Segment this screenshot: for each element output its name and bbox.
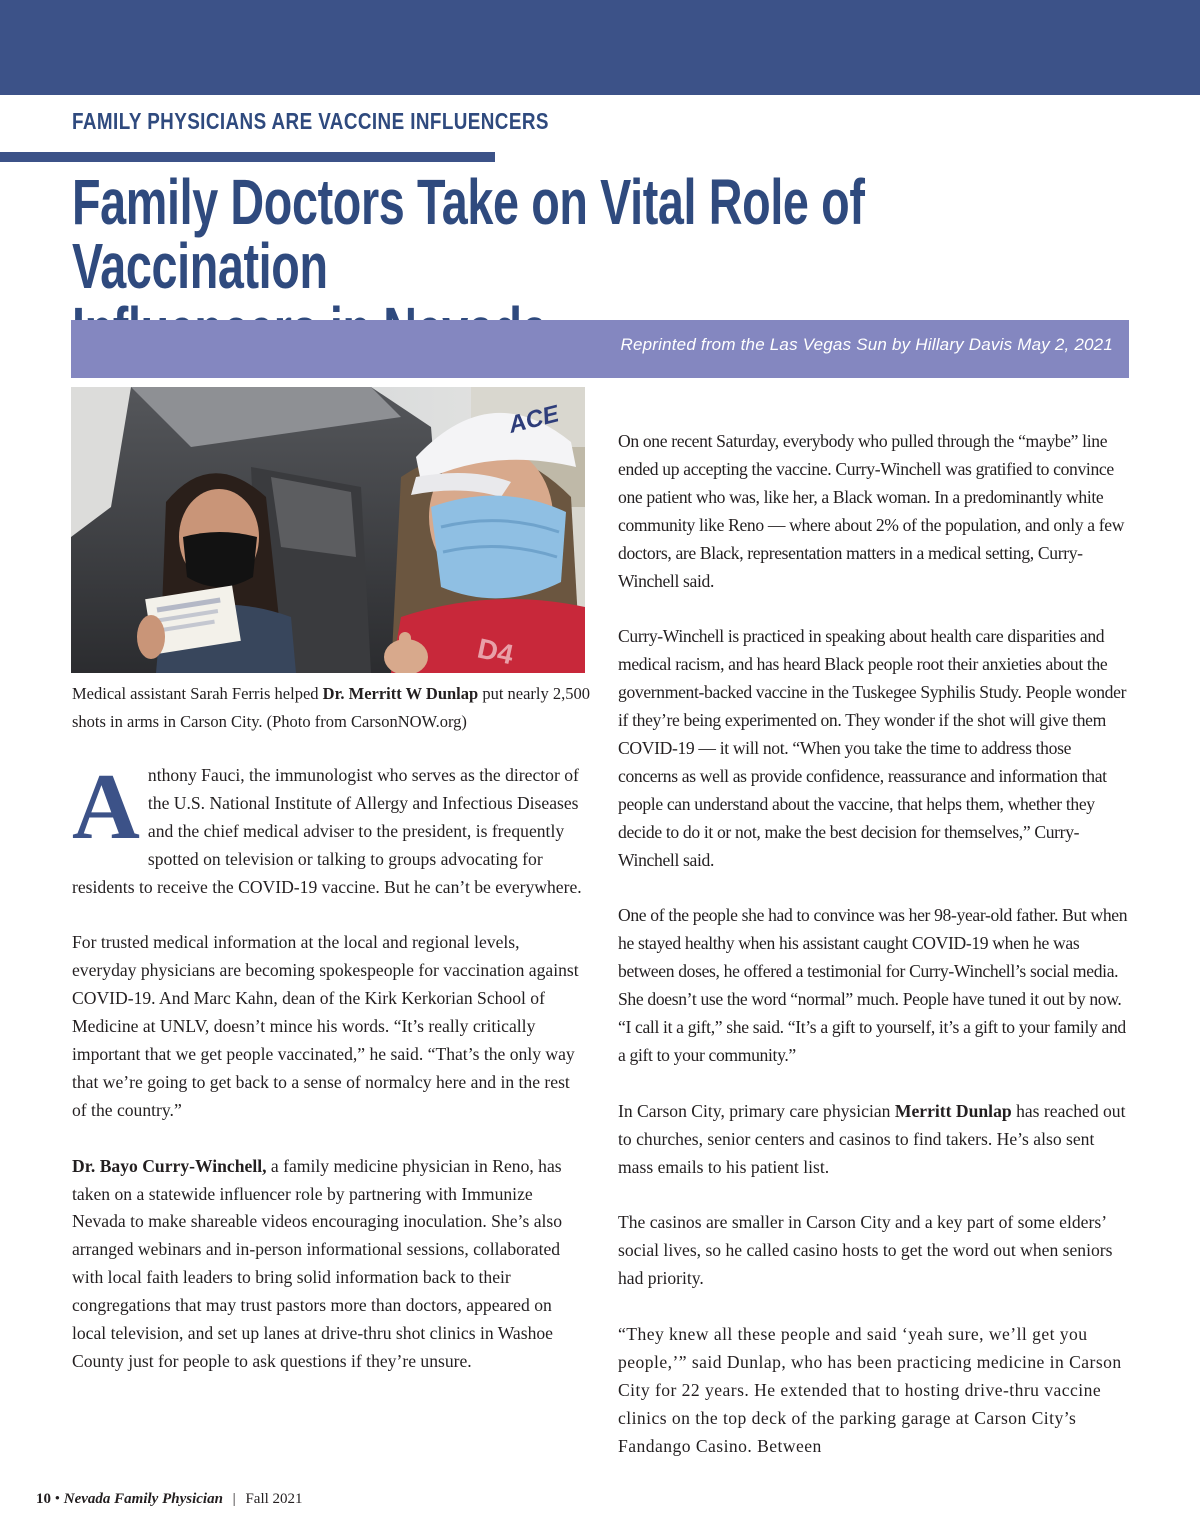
article-photo xyxy=(71,387,585,673)
headline-line-1: Family Doctors Take on Vital Role of Vaccination xyxy=(72,166,865,302)
curry-winchell-name-bold: Dr. Bayo Curry-Winchell, xyxy=(72,1155,267,1176)
svg-text:D4: D4 xyxy=(474,632,517,671)
cap-logo-text: ACE xyxy=(505,400,562,439)
publication-name: Nevada Family Physician xyxy=(63,1491,223,1507)
paragraph-disparities: Curry-Winchell is practiced in speaking about health care disparities and medical racism, and has heard Black people root their anxieties about the government-backed vaccine in the Tuskegee Syphilis Study. People wonder if they’re being experimented on. They wonder if the shot will give them COVID-19 — it will not. “When you take the time to address those concerns as well as provide confidence, reassurance and information that people can understand about the vaccine, that helps them, whether they decide to do it or not, make the best decision for themselves,” Curry-Winchell said. xyxy=(618,626,1127,870)
paragraph-dunlap-intro-start: In Carson City, primary care physician xyxy=(618,1100,895,1121)
paragraph-curry-winchell-text: a family medicine physician in Reno, has taken on a statewide influencer role by partnering with Immunize Nevada to make shareable videos encouraging inoculation. She’s also arranged webinars and in-person informational sessions, collaborated with local faith leaders to bring solid information back to their congregations that may trust pastors more than doctors, appeared on local television, and set up lanes at drive-thru shot clinics in Washoe County just for people to ask questions if they’re unsure. xyxy=(72,1155,563,1371)
paragraph-kahn: For trusted medical information at the local and regional levels, everyday physicians are becoming spokespeople for vaccination against COVID-19. And Marc Kahn, dean of the Kirk Kerkorian School of Medicine at UNLV, doesn’t mince his words. “It’s really critically important that we get people vaccinated,” he said. “That’s the only way that we’re going to get back to a sense of normalcy here and in the rest of the country.” xyxy=(72,932,579,1120)
caption-name-bold: Dr. Merritt W Dunlap xyxy=(322,684,479,703)
right-text-column xyxy=(618,428,1132,1488)
top-color-band xyxy=(0,0,1200,95)
issue-date: Fall 2021 xyxy=(245,1491,303,1507)
paragraph-curry-winchell xyxy=(72,1153,586,1376)
page-number: 10 xyxy=(36,1491,51,1507)
paragraph-casinos: The casinos are smaller in Carson City and a key part of some elders’ social lives, so he called casino hosts to get the word out when seniors had priority. xyxy=(618,1212,1113,1289)
drop-cap-letter: A xyxy=(72,755,140,859)
paragraph-dunlap-intro-end: has reached out to churches, senior centers and casinos to find takers. He’s also sent mass emails to his patient list. xyxy=(618,1100,1126,1177)
reprint-credit-bar xyxy=(71,320,1129,378)
dunlap-name-bold: Merritt Dunlap xyxy=(894,1100,1012,1121)
photo-caption xyxy=(72,680,592,736)
caption-text-end: put nearly 2,500 shots in arms in Carson City. (Photo from CarsonNOW.org) xyxy=(72,684,590,731)
caption-text-start: Medical assistant Sarah Ferris helped xyxy=(72,684,323,703)
section-kicker: FAMILY PHYSICIANS ARE VACCINE INFLUENCERS xyxy=(72,108,549,134)
photo-illustration xyxy=(71,387,585,673)
paragraph-dunlap-intro xyxy=(618,1098,1132,1182)
paragraph-fauci xyxy=(72,755,586,902)
reprint-credit-text: Reprinted from the Las Vegas Sun by Hillary Davis May 2, 2021 xyxy=(620,335,1113,354)
footer-bullet: • xyxy=(54,1491,61,1507)
page-footer xyxy=(36,1491,303,1508)
kicker-underline-rule xyxy=(0,152,495,162)
left-text-column xyxy=(72,755,586,1404)
paragraph-dunlap-quote: “They knew all these people and said ‘yeah sure, we’ll get you people,’” said Dunlap, who has been practicing medicine in Carson City for 22 years. He extended that to hosting drive-thru vaccine clinics on the top deck of the parking garage at Carson City’s Fandango Casino. Between xyxy=(618,1323,1122,1456)
paragraph-fauci-text: nthony Fauci, the immunologist who serves as the director of the U.S. National Institute of Allergy and Infectious Diseases and the chief medical adviser to the president, is frequently spotted on television or talking to groups advocating for residents to receive the COVID-19 vaccine. But he can’t be everywhere. xyxy=(72,765,582,897)
paragraph-father: One of the people she had to convince was her 98-year-old father. But when he stayed healthy when his assistant caught COVID-19 when he was between doses, he offered a testimonial for Curry-Winchell’s social media. She doesn’t use the word “normal” much. People have tuned it out by now. “I call it a gift,” she said. “It’s a gift to yourself, it’s a gift to your family and a gift to your community.” xyxy=(618,905,1128,1065)
footer-divider: | xyxy=(232,1491,236,1507)
paragraph-maybe-line: On one recent Saturday, everybody who pulled through the “maybe” line ended up accepting the vaccine. Curry-Winchell was gratified to convince one patient who was, like her, a Black woman. In a predominantly white community like Reno — where about 2% of the population, and only a few doctors, are Black, representation matters in a medical setting, Curry-Winchell said. xyxy=(618,431,1125,591)
